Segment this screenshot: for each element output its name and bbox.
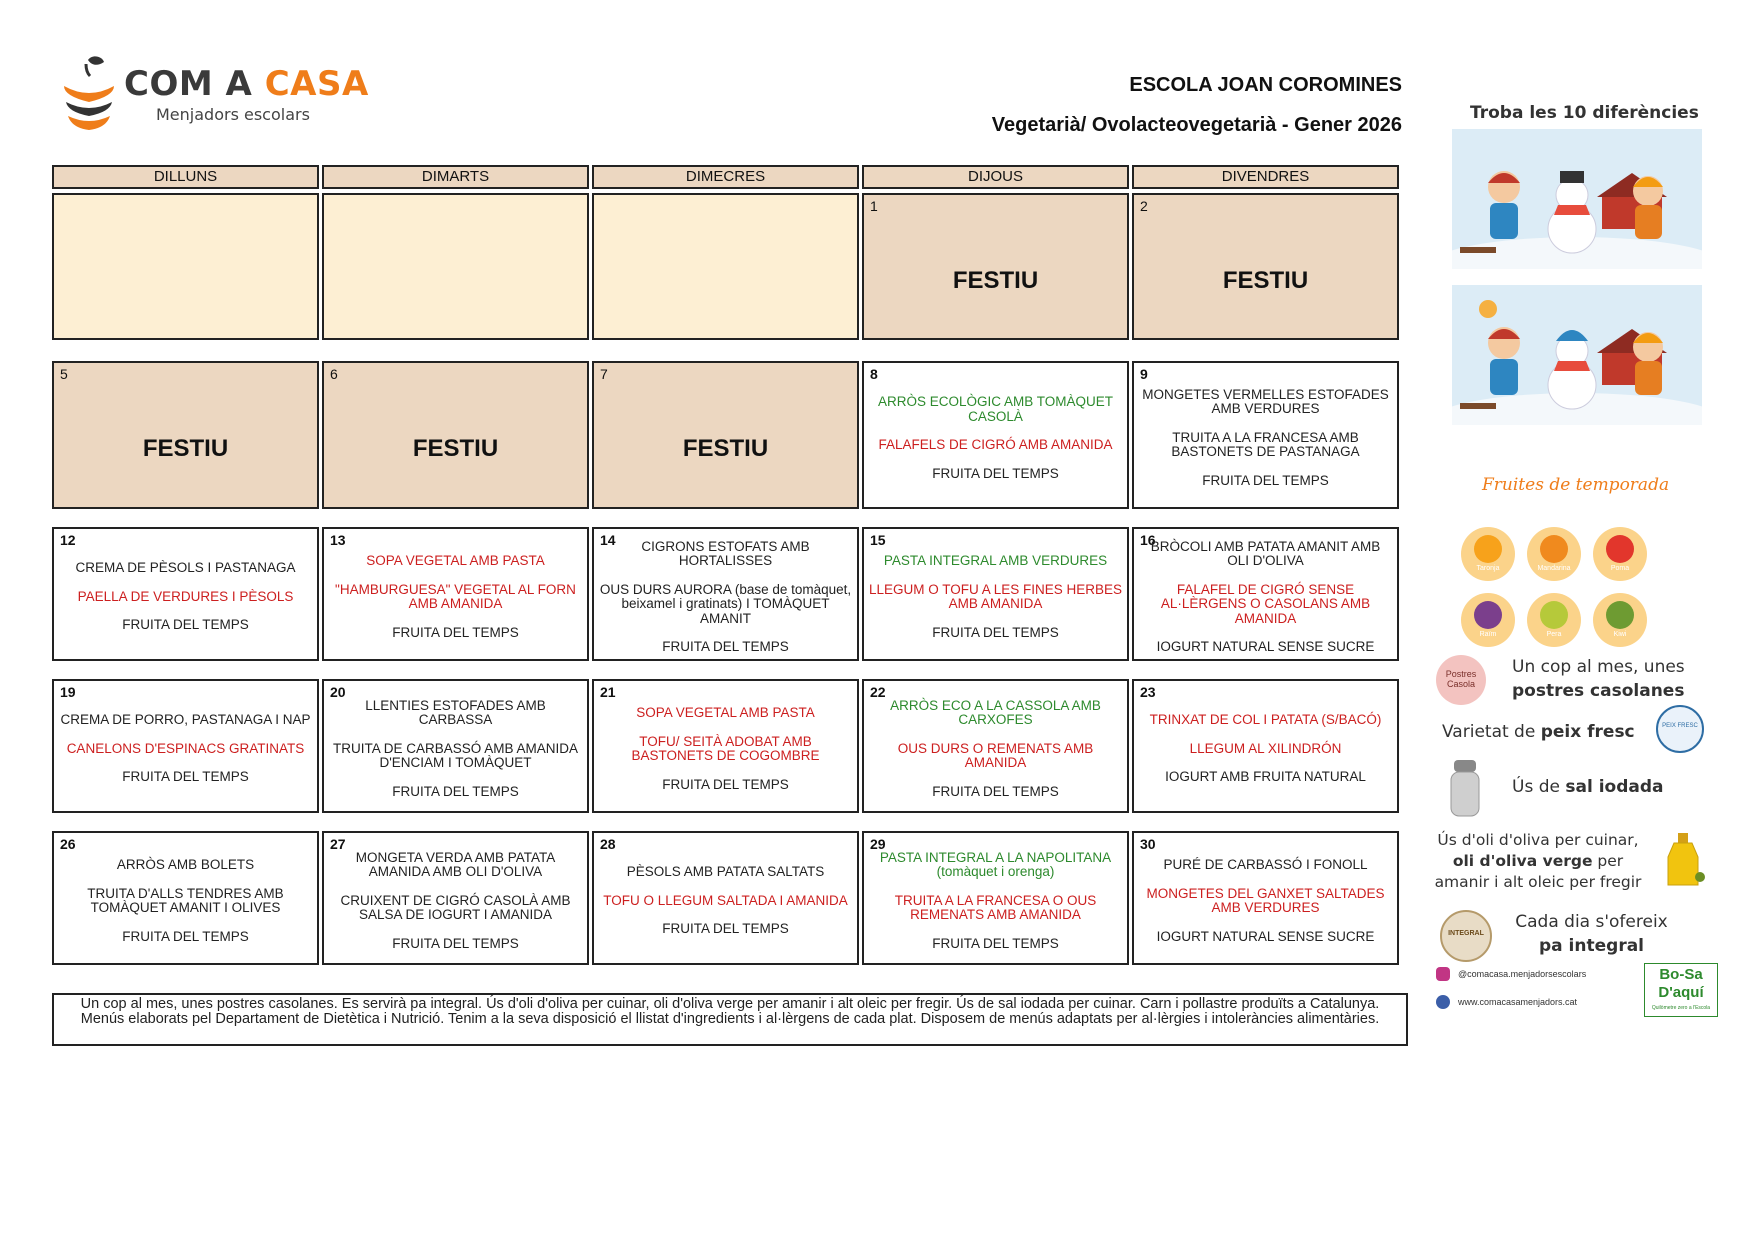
fruit-icon [1460, 527, 1516, 589]
dish-list [598, 833, 853, 963]
day-number: 15 [870, 532, 886, 548]
day-number: 21 [600, 684, 616, 700]
menu-day-cell [322, 527, 589, 661]
dish-item: CIGRONS ESTOFATS AMB HORTALISSES [641, 538, 810, 568]
dish-item: PASTA INTEGRAL A LA NAPOLITANA (tomàquet i orenga) [879, 849, 1112, 880]
dish-item: FRUITA DEL TEMPS [1202, 472, 1329, 488]
school-name: ESCOLA JOAN COROMINES [1129, 74, 1402, 96]
brand-subtitle: Menjadors escolars [156, 105, 310, 124]
dish-item: CREMA DE PORRO, PASTANAGA I NAP [60, 712, 311, 728]
menu-day-cell [52, 527, 319, 661]
fruit-label: Mandarina [1537, 565, 1571, 572]
dish-item: MONGETES DEL GANXET SALTADES AMB VERDURES [1146, 885, 1385, 915]
dish-list [1138, 681, 1393, 811]
dish-item: FRUITA DEL TEMPS [122, 617, 249, 633]
menu-day-cell [592, 679, 859, 813]
holiday-cell [52, 361, 319, 509]
dish-item: FRUITA DEL TEMPS [392, 624, 519, 640]
day-number: 19 [60, 684, 76, 700]
dish-item: PASTA INTEGRAL AMB VERDURES [883, 553, 1108, 568]
dish-list [58, 681, 313, 811]
dish-item: OUS DURS AURORA (base de tomàquet, beixamel i gratinats) I TOMÀQUET AMANIT [599, 581, 852, 626]
dish-item: TRUITA A LA FRANCESA O OUS REMENATS AMB AMANIDA [894, 892, 1097, 923]
dish-item: IOGURT NATURAL SENSE SUCRE [1156, 928, 1375, 944]
logo [58, 56, 369, 136]
menu-day-cell [862, 527, 1129, 661]
day-number: 14 [600, 532, 616, 548]
dish-list [328, 833, 583, 963]
day-number: 26 [60, 836, 76, 852]
holiday-label: FESTIU [952, 267, 1039, 294]
dish-list [598, 529, 853, 659]
snow-scene-illustration [1452, 129, 1702, 269]
dish-item: IOGURT NATURAL SENSE SUCRE [1156, 639, 1375, 654]
seasonal-fruits-title: Fruites de temporada [1482, 475, 1670, 495]
day-number: 7 [600, 366, 608, 382]
salt-shaker-icon [1448, 760, 1482, 818]
web-icon [1436, 995, 1450, 1009]
dish-list [58, 529, 313, 659]
menu-day-cell [862, 679, 1129, 813]
dish-item: FRUITA DEL TEMPS [662, 776, 789, 792]
whole-bread-text: Cada dia s'ofereix pa integral [1515, 912, 1668, 956]
day-number: 2 [1140, 198, 1148, 214]
day-number: 9 [1140, 366, 1148, 382]
day-number: 13 [330, 532, 346, 548]
day-number: 20 [330, 684, 346, 700]
dish-item: SOPA VEGETAL AMB PASTA [636, 705, 815, 720]
fruit-label: Pera [1546, 631, 1562, 638]
empty-cell [592, 193, 859, 340]
holiday-cell [592, 361, 859, 509]
dish-item: MONGETA VERDA AMB PATATA AMANIDA AMB OLI D'OLIVA [355, 849, 556, 880]
dish-item: "HAMBURGUESA" VEGETAL AL FORN AMB AMANIDA [335, 581, 576, 611]
dish-item: LLEGUM O TOFU A LES FINES HERBES AMB AMANIDA [868, 581, 1123, 611]
menu-title: Vegetarià/ Ovolacteovegetarià - Gener 2026 [991, 114, 1402, 136]
whole-bread-icon: INTEGRAL [1440, 910, 1492, 962]
holiday-label: FESTIU [682, 435, 769, 462]
dish-item: FRUITA DEL TEMPS [932, 465, 1059, 481]
day-number: 23 [1140, 684, 1156, 700]
weekday-header: DIMECRES [592, 165, 859, 189]
day-number: 6 [330, 366, 338, 382]
dish-item: ARRÒS ECO A LA CASSOLA AMB CARXOFES [890, 697, 1101, 728]
holiday-label: FESTIU [412, 435, 499, 462]
brand-name: COM A CASA [124, 64, 369, 104]
day-number: 8 [870, 366, 878, 382]
dish-list [58, 833, 313, 963]
dish-item: PAELLA DE VERDURES I PÈSOLS [77, 588, 294, 604]
menu-day-cell [1132, 679, 1399, 813]
dish-list [1138, 833, 1393, 963]
menu-day-cell [1132, 361, 1399, 509]
empty-cell [52, 193, 319, 340]
dish-item: SOPA VEGETAL AMB PASTA [366, 553, 545, 568]
weekday-header: DIJOUS [862, 165, 1129, 189]
dish-note: (tomàquet i orenga) [936, 864, 1055, 880]
dish-item: PURÉ DE CARBASSÓ I FONOLL [1163, 857, 1368, 872]
day-number: 22 [870, 684, 886, 700]
dish-item: OUS DURS O REMENATS AMB AMANIDA [897, 740, 1094, 771]
fruit-icon [1526, 527, 1582, 589]
day-number: 29 [870, 836, 886, 852]
menu-day-cell [592, 831, 859, 965]
homemade-dessert-text: Un cop al mes, unes postres casolanes [1512, 657, 1685, 701]
dish-list [868, 363, 1123, 507]
holiday-cell [322, 361, 589, 509]
dish-item: FRUITA DEL TEMPS [662, 639, 789, 654]
weekday-header: DIVENDRES [1132, 165, 1399, 189]
homemade-dessert-icon: Postres Casola [1436, 655, 1486, 705]
day-number: 1 [870, 198, 878, 214]
menu-day-cell [862, 361, 1129, 509]
dish-list [328, 529, 583, 659]
dish-item: TRUITA A LA FRANCESA AMB BASTONETS DE PASTANAGA [1171, 429, 1360, 460]
dish-item: FRUITA DEL TEMPS [122, 769, 249, 785]
dish-item: FRUITA DEL TEMPS [392, 935, 519, 951]
olive-oil-text: Ús d'oli d'oliva per cuinar, oli d'oliva verge per amanir i alt oleic per fregir [1434, 831, 1642, 891]
menu-day-cell [1132, 527, 1399, 661]
dish-item: LLEGUM AL XILINDRÓN [1189, 740, 1342, 756]
instagram-handle[interactable]: @comacasa.menjadorsescolars [1458, 969, 1587, 979]
footer-notes: Un cop al mes, unes postres casolanes. Es servirà pa integral. Ús d'oli d'oliva per cuinar, oli d'oliva verge per amanir i alt oleic per fregir. Ús de sal iodada per cuinar. Carn i pollastre produïts a Catalunya. Menús elaborats pel Departament de Dietètica i Nutrició. Tenim a la seva disposició el llistat d'ingredients i al·lèrgens de cada plat. Disposem de menús adaptats per al·lèrgies i intoleràncies alimentàries. [52, 993, 1408, 1046]
dish-item: TRUITA DE CARBASSÓ AMB AMANIDA D'ENCIAM I TOMÀQUET [332, 740, 579, 771]
dish-item: ARRÒS AMB BOLETS [116, 857, 255, 872]
dish-item: ARRÒS ECOLÒGIC AMB TOMÀQUET CASOLÀ [877, 394, 1114, 424]
dish-item: FRUITA DEL TEMPS [392, 783, 519, 799]
website-link[interactable]: www.comacasamenjadors.cat [1458, 997, 1578, 1007]
dish-item: FRUITA DEL TEMPS [662, 921, 789, 937]
holiday-label: FESTIU [1222, 267, 1309, 294]
dish-item: PÈSOLS AMB PATATA SALTATS [626, 864, 825, 880]
dish-item: FRUITA DEL TEMPS [122, 928, 249, 944]
olive-oil-bottle-icon [1662, 833, 1706, 889]
fruit-label: Taronja [1476, 565, 1500, 572]
dish-list [868, 833, 1123, 963]
dish-list [1138, 529, 1393, 659]
fruit-icon [1592, 527, 1648, 589]
dish-item: IOGURT AMB FRUITA NATURAL [1165, 769, 1366, 785]
fruit-label: Raïm [1479, 631, 1497, 638]
dish-list [1138, 363, 1393, 507]
dish-item: CANELONS D'ESPINACS GRATINATS [66, 740, 305, 756]
puzzle-title: Troba les 10 diferències [1470, 103, 1699, 123]
day-number: 30 [1140, 836, 1156, 852]
iodized-salt-text: Ús de sal iodada [1512, 777, 1664, 797]
menu-day-cell [52, 831, 319, 965]
instagram-icon [1436, 967, 1450, 981]
holiday-cell [1132, 193, 1399, 340]
holiday-label: FESTIU [142, 435, 229, 462]
dish-item: FRUITA DEL TEMPS [932, 935, 1059, 951]
puzzle-image-top [1452, 129, 1702, 269]
dish-list [868, 681, 1123, 811]
day-number: 5 [60, 366, 68, 382]
menu-day-cell [862, 831, 1129, 965]
menu-day-cell [322, 679, 589, 813]
fruit-icon [1460, 593, 1516, 655]
dish-list [328, 681, 583, 811]
snow-scene-illustration [1452, 285, 1702, 425]
menu-day-cell [322, 831, 589, 965]
menu-day-cell [52, 679, 319, 813]
dish-item: FRUITA DEL TEMPS [932, 624, 1059, 640]
bo-sa-daqui-badge: Bo-Sa D'aquí Quilòmetre zero a l'Escola [1644, 963, 1718, 1017]
dish-list [868, 529, 1123, 659]
dish-list [598, 681, 853, 811]
fruit-icon [1592, 593, 1648, 655]
dish-item: TRUITA D'ALLS TENDRES AMB TOMÀQUET AMANIT I OLIVES [87, 885, 284, 915]
orange-bowl-icon [58, 56, 120, 134]
puzzle-image-bottom [1452, 285, 1702, 425]
fresh-fish-icon: PEIX FRESC [1656, 705, 1704, 753]
menu-day-cell [592, 527, 859, 661]
dish-item: FRUITA DEL TEMPS [932, 783, 1059, 799]
day-number: 28 [600, 836, 616, 852]
empty-cell [322, 193, 589, 340]
menu-day-cell [1132, 831, 1399, 965]
fruit-label: Poma [1610, 565, 1630, 572]
dish-item: LLENTIES ESTOFADES AMB CARBASSA [365, 697, 546, 728]
dish-item: BRÒCOLI AMB PATATA AMANIT AMB OLI D'OLIVA [1150, 538, 1381, 568]
holiday-cell [862, 193, 1129, 340]
weekday-header: DILLUNS [52, 165, 319, 189]
dish-item: FALAFELS DE CIGRÓ AMB AMANIDA [878, 437, 1113, 452]
fruit-icon [1526, 593, 1582, 655]
fruit-label: Kiwi [1613, 631, 1627, 638]
dish-item: CRUIXENT DE CIGRÓ CASOLÀ AMB SALSA DE IOGURT I AMANIDA [340, 892, 571, 923]
day-number: 16 [1140, 532, 1156, 548]
dish-item: MONGETES VERMELLES ESTOFADES AMB VERDURES [1142, 386, 1389, 417]
weekday-header: DIMARTS [322, 165, 589, 189]
dish-item: TRINXAT DE COL I PATATA (S/BACÓ) [1149, 712, 1382, 728]
dish-item: CREMA DE PÈSOLS I PASTANAGA [75, 560, 296, 576]
day-number: 27 [330, 836, 346, 852]
dish-item: TOFU O LLEGUM SALTADA I AMANIDA [603, 892, 848, 908]
day-number: 12 [60, 532, 76, 548]
dish-item: TOFU/ SEITÀ ADOBAT AMB BASTONETS DE COGOMBRE [631, 733, 820, 763]
dish-item: FALAFEL DE CIGRÓ SENSE AL·LÈRGENS O CASOLANS AMB AMANIDA [1160, 581, 1371, 626]
fresh-fish-text: Varietat de peix fresc [1442, 722, 1635, 742]
